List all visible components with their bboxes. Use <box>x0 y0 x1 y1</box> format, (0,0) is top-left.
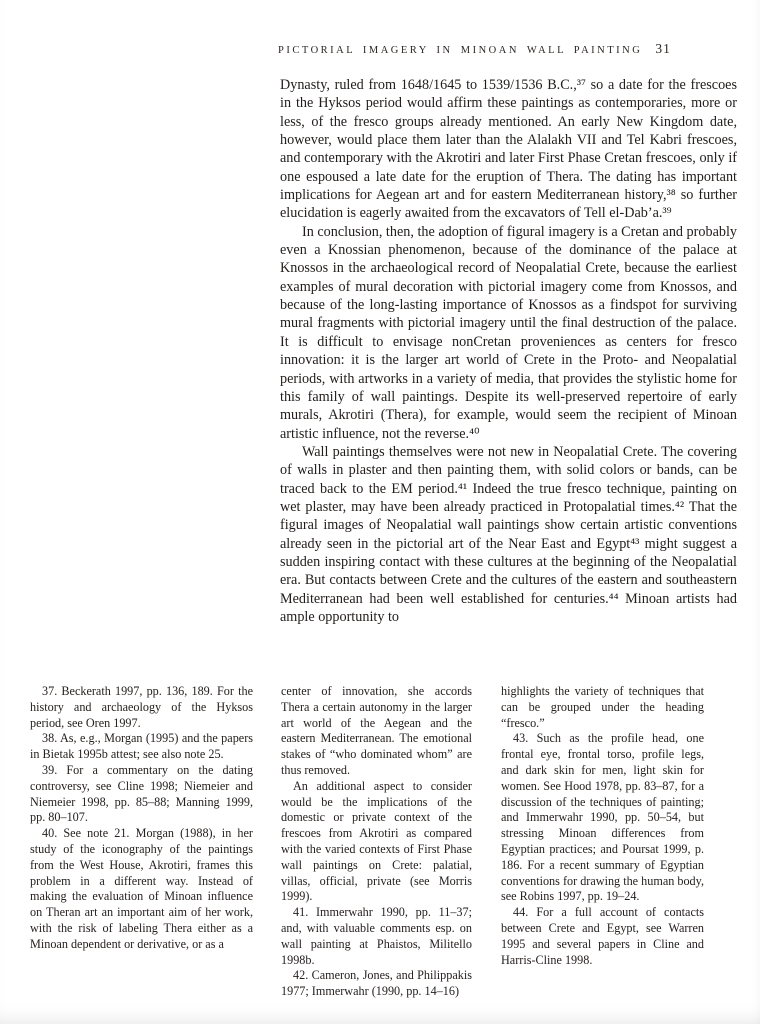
footnote-40-second-paragraph: An additional aspect to consider would be the implications of the domestic or private context of the frescoes from Akrotiri as compared with the varied contexts of First Phase wall paintings on Crete: palatial, villas, official, private (see Morris 1999). <box>281 778 472 904</box>
body-paragraph-3: Wall paintings themselves were not new in Neopalatial Crete. The covering of walls in plaster and then painting them, with solid colors or bands, can be traced back to the EM period.⁴¹ Indeed the true fresco technique, painting on wet plaster, may have been already practiced in Protopalatial times.⁴² That the figural images of Neopalatial wall paintings show certain artistic conventions already seen in the pictorial art of the Near East and Egypt⁴³ might suggest a sudden inspiring contact with these cultures at the beginning of the Neopalatial era. But contacts between Crete and the cultures of the eastern and southeastern Mediterranean had been well established for centuries.⁴⁴ Minoan artists had ample opportunity to <box>280 443 737 625</box>
footnote-43: 43. Such as the profile head, one frontal eye, frontal torso, profile legs, and dark skin for men, light skin for women. See Hood 1978, pp. 83–87, for a discussion of the techniques of painting; and Immerwahr 1990, pp. 50–54, but stressing Minoan differences from Egyptian practices; and Poursat 1999, p. 186. For a recent summary of Egyptian conventions for drawing the human body, see Robins 1997, pp. 19–24. <box>501 731 704 904</box>
page-number: 31 <box>655 41 671 56</box>
footnote-37: 37. Beckerath 1997, pp. 136, 189. For the history and archaeology of the Hyksos period, see Oren 1997. <box>30 684 253 730</box>
footnote-39: 39. For a commentary on the dating controversy, see Cline 1998; Niemeier and Niemeier 1998, pp. 85–88; Manning 1999, pp. 80–107. <box>30 762 253 825</box>
main-text-block <box>280 76 737 626</box>
footnote-42: 42. Cameron, Jones, and Philippakis 1977; Immerwahr (1990, pp. 14–16) <box>281 968 472 999</box>
footnotes-section <box>30 684 704 1000</box>
footnote-38: 38. As, e.g., Morgan (1995) and the papers in Bietak 1995b attest; see also note 25. <box>30 731 253 762</box>
page-header <box>278 41 738 57</box>
footnote-40-continued: center of innovation, she accords Thera a certain autonomy in the larger art world of the Aegean and the eastern Mediterranean. The emotional stakes of “who dominated whom” are thus removed. <box>281 684 472 777</box>
footnote-44: 44. For a full account of contacts between Crete and Egypt, see Warren 1995 and several papers in Cline and Harris-Cline 1998. <box>501 905 704 967</box>
body-paragraph-1: Dynasty, ruled from 1648/1645 to 1539/1536 B.C.,³⁷ so a date for the frescoes in the Hyksos period would affirm these paintings as contemporaries, more or less, of the fresco groups already mentioned. An early New Kingdom date, however, would place them later than the Alalakh VII and Tel Kabri frescoes, and contemporary with the Akrotiri and later First Phase Cretan frescoes, only if one espoused a late date for the eruption of Thera. The dating has important implications for Aegean art and for eastern Mediterranean history,³⁸ so further elucidation is eagerly awaited from the excavators of Tell el-Dab’a.³⁹ <box>280 77 737 222</box>
footnote-column-3 <box>501 684 704 1000</box>
body-paragraph-2: In conclusion, then, the adoption of figural imagery is a Cretan and probably even a Knossian phenomenon, because of the dominance of the palace at Knossos in the archaeological record of Neopalatial Crete, because the earliest examples of mural decoration with pictorial imagery come from Knossos, and because of the long-lasting importance of Knossos as a findspot for surviving mural fragments with pictorial imagery until the final destruction of the palace. It is difficult to envisage nonCretan proveniences as centers for fresco innovation: it is the larger art world of Crete in the Proto- and Neopalatial periods, with artworks in a variety of media, that provides the stylistic home for this family of wall paintings. Despite its well-preserved repertoire of early murals, Akrotiri (Thera), for example, would seem the recipient of Minoan artistic influence, not the reverse.⁴⁰ <box>280 223 737 442</box>
footnote-column-1 <box>30 684 253 1000</box>
footnote-column-2 <box>281 684 472 1000</box>
running-head: PICTORIAL IMAGERY IN MINOAN WALL PAINTING <box>278 45 643 56</box>
footnote-42-continued: highlights the variety of techniques that can be grouped under the heading “fresco.” <box>501 684 704 730</box>
footnote-41: 41. Immerwahr 1990, pp. 11–37; and, with valuable comments esp. on wall painting at Phaistos, Militello 1998b. <box>281 905 472 967</box>
footnote-40: 40. See note 21. Morgan (1988), in her study of the iconography of the paintings from the West House, Akrotiri, frames this problem in a different way. Instead of making the evaluation of Minoan influence on Theran art an important aim of her work, with the risk of labeling Thera either as a Minoan dependent or derivative, or as a <box>30 826 253 951</box>
